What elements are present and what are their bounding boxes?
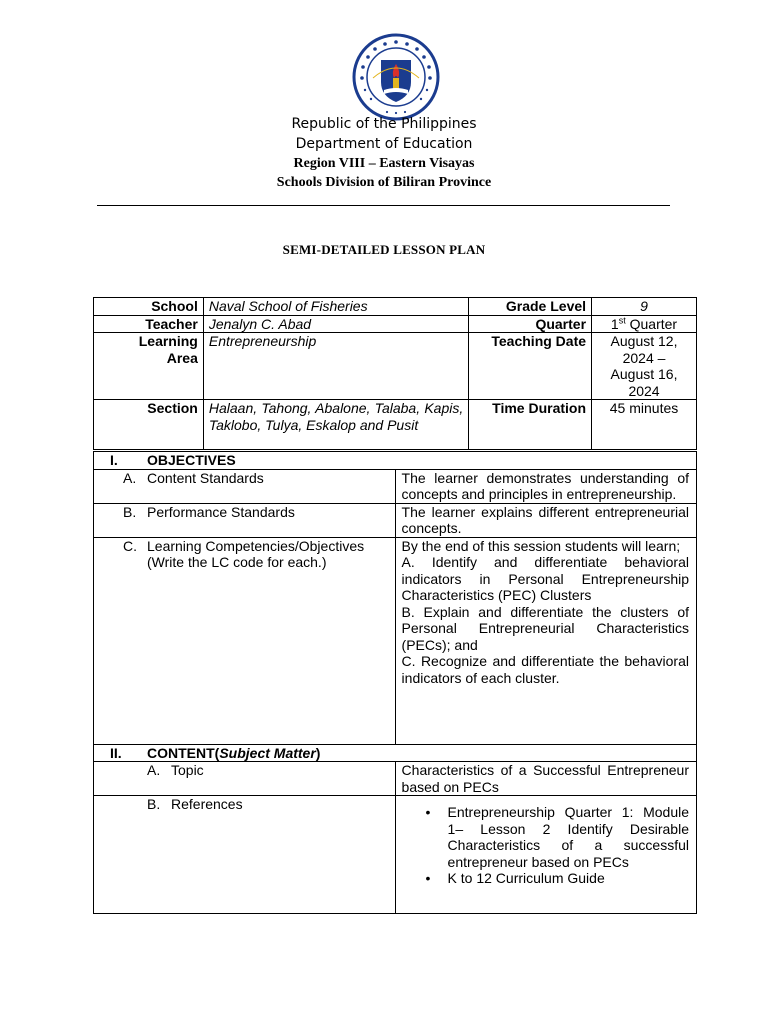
time-duration-label: Time Duration <box>469 400 592 450</box>
performance-standards-letter: B. <box>123 503 137 520</box>
table-row <box>94 503 697 537</box>
learning-area-value: Entrepreneurship <box>203 333 468 400</box>
list-item: • K to 12 Curriculum Guide <box>448 870 689 887</box>
content-heading <box>94 744 697 762</box>
references-text: References <box>171 796 243 812</box>
content-heading-text: CONTENT( <box>147 744 220 761</box>
table-row <box>94 469 697 503</box>
performance-standards-value: The learner explains different entrepreneurial concepts. <box>395 503 696 537</box>
content-standards-value: The learner demonstrates understanding of concepts and principles in entrepreneurship. <box>395 469 696 503</box>
topic-value: Characteristics of a Successful Entrepreneur based on PECs <box>395 762 696 796</box>
grade-level-value: 9 <box>592 298 697 316</box>
learning-competencies-text: Learning Competencies/Objectives <box>147 537 365 554</box>
topic-letter: A. <box>147 762 161 778</box>
teaching-date-label: Teaching Date <box>469 333 592 400</box>
references-list <box>402 804 689 887</box>
references-letter: B. <box>147 796 161 812</box>
topic-label <box>94 762 396 796</box>
table-row <box>94 452 697 470</box>
table-row <box>94 333 697 400</box>
table-row <box>94 762 697 796</box>
content-standards-label <box>94 469 396 503</box>
references-value <box>395 796 696 914</box>
objective-a: A. Identify and differentiate behavioral indicators in Personal Entrepreneurship Characteristics (PEC) Clusters <box>401 554 689 603</box>
objective-c: C. Recognize and differentiate the behavioral indicators of each cluster. <box>401 653 689 686</box>
quarter-number: 1 <box>610 315 619 332</box>
content-number: II. <box>110 744 122 761</box>
teacher-label: Teacher <box>94 315 204 333</box>
header-republic: Republic of the Philippines <box>291 116 477 132</box>
school-label: School <box>94 298 204 316</box>
learning-competencies-letter: C. <box>123 537 137 554</box>
time-duration-value: 45 minutes <box>592 400 697 450</box>
quarter-suffix: st <box>618 314 626 325</box>
section-value: Halaan, Tahong, Abalone, Talaba, Kapis, Taklobo, Tulya, Eskalop and Pusit <box>203 400 468 450</box>
table-row <box>94 537 697 744</box>
lesson-plan-table <box>93 451 697 914</box>
learning-competencies-label <box>94 537 396 744</box>
content-standards-letter: A. <box>123 469 137 486</box>
quarter-value <box>592 315 697 333</box>
objectives-intro: By the end of this session students will learn; <box>401 537 681 554</box>
school-value: Naval School of Fisheries <box>203 298 468 316</box>
content-heading-italic: Subject Matter <box>219 744 316 761</box>
table-row <box>94 315 697 333</box>
performance-standards-label <box>94 503 396 537</box>
header-department: Department of Education <box>295 136 473 152</box>
quarter-text: Quarter <box>625 315 678 332</box>
header-division: Schools Division of Biliran Province <box>276 175 492 190</box>
header-region: Region VIII – Eastern Visayas <box>293 156 475 171</box>
table-row <box>94 298 697 316</box>
table-row <box>94 400 697 450</box>
table-row <box>94 744 697 762</box>
list-item: • Entrepreneurship Quarter 1: Module 1– Lesson 2 Identify Desirable Characteristics of a successful entrepreneur based on PECs <box>448 804 689 870</box>
content-standards-text: Content Standards <box>147 469 264 486</box>
performance-standards-text: Performance Standards <box>147 503 295 520</box>
header-divider <box>97 205 670 206</box>
learning-competencies-value <box>395 537 696 744</box>
section-label: Section <box>94 400 204 450</box>
objective-b: B. Explain and differentiate the clusters of Personal Entrepreneurial Characteristics (PECs); and <box>401 603 689 653</box>
learning-area-label <box>94 333 204 400</box>
teaching-date-value <box>592 333 697 400</box>
objectives-heading-text: OBJECTIVES <box>147 452 236 468</box>
teaching-date-text: August 12, 2024 – August 16, 2024 <box>610 333 678 399</box>
page-title: SEMI-DETAILED LESSON PLAN <box>282 242 486 257</box>
content-heading-close: ) <box>315 744 321 761</box>
learning-competencies-sublabel: (Write the LC code for each.) <box>147 554 327 570</box>
learning-area-label-text: Learning Area <box>138 333 198 366</box>
lesson-info-table <box>93 297 697 450</box>
deped-seal-icon <box>351 32 441 122</box>
grade-level-label: Grade Level <box>469 298 592 316</box>
quarter-label: Quarter <box>469 315 592 333</box>
table-row <box>94 796 697 914</box>
topic-text: Topic <box>171 762 204 778</box>
learning-competencies-title <box>123 538 390 555</box>
teacher-value: Jenalyn C. Abad <box>203 315 468 333</box>
objectives-heading <box>94 452 697 470</box>
references-label <box>94 796 396 914</box>
objectives-number: I. <box>110 452 118 468</box>
